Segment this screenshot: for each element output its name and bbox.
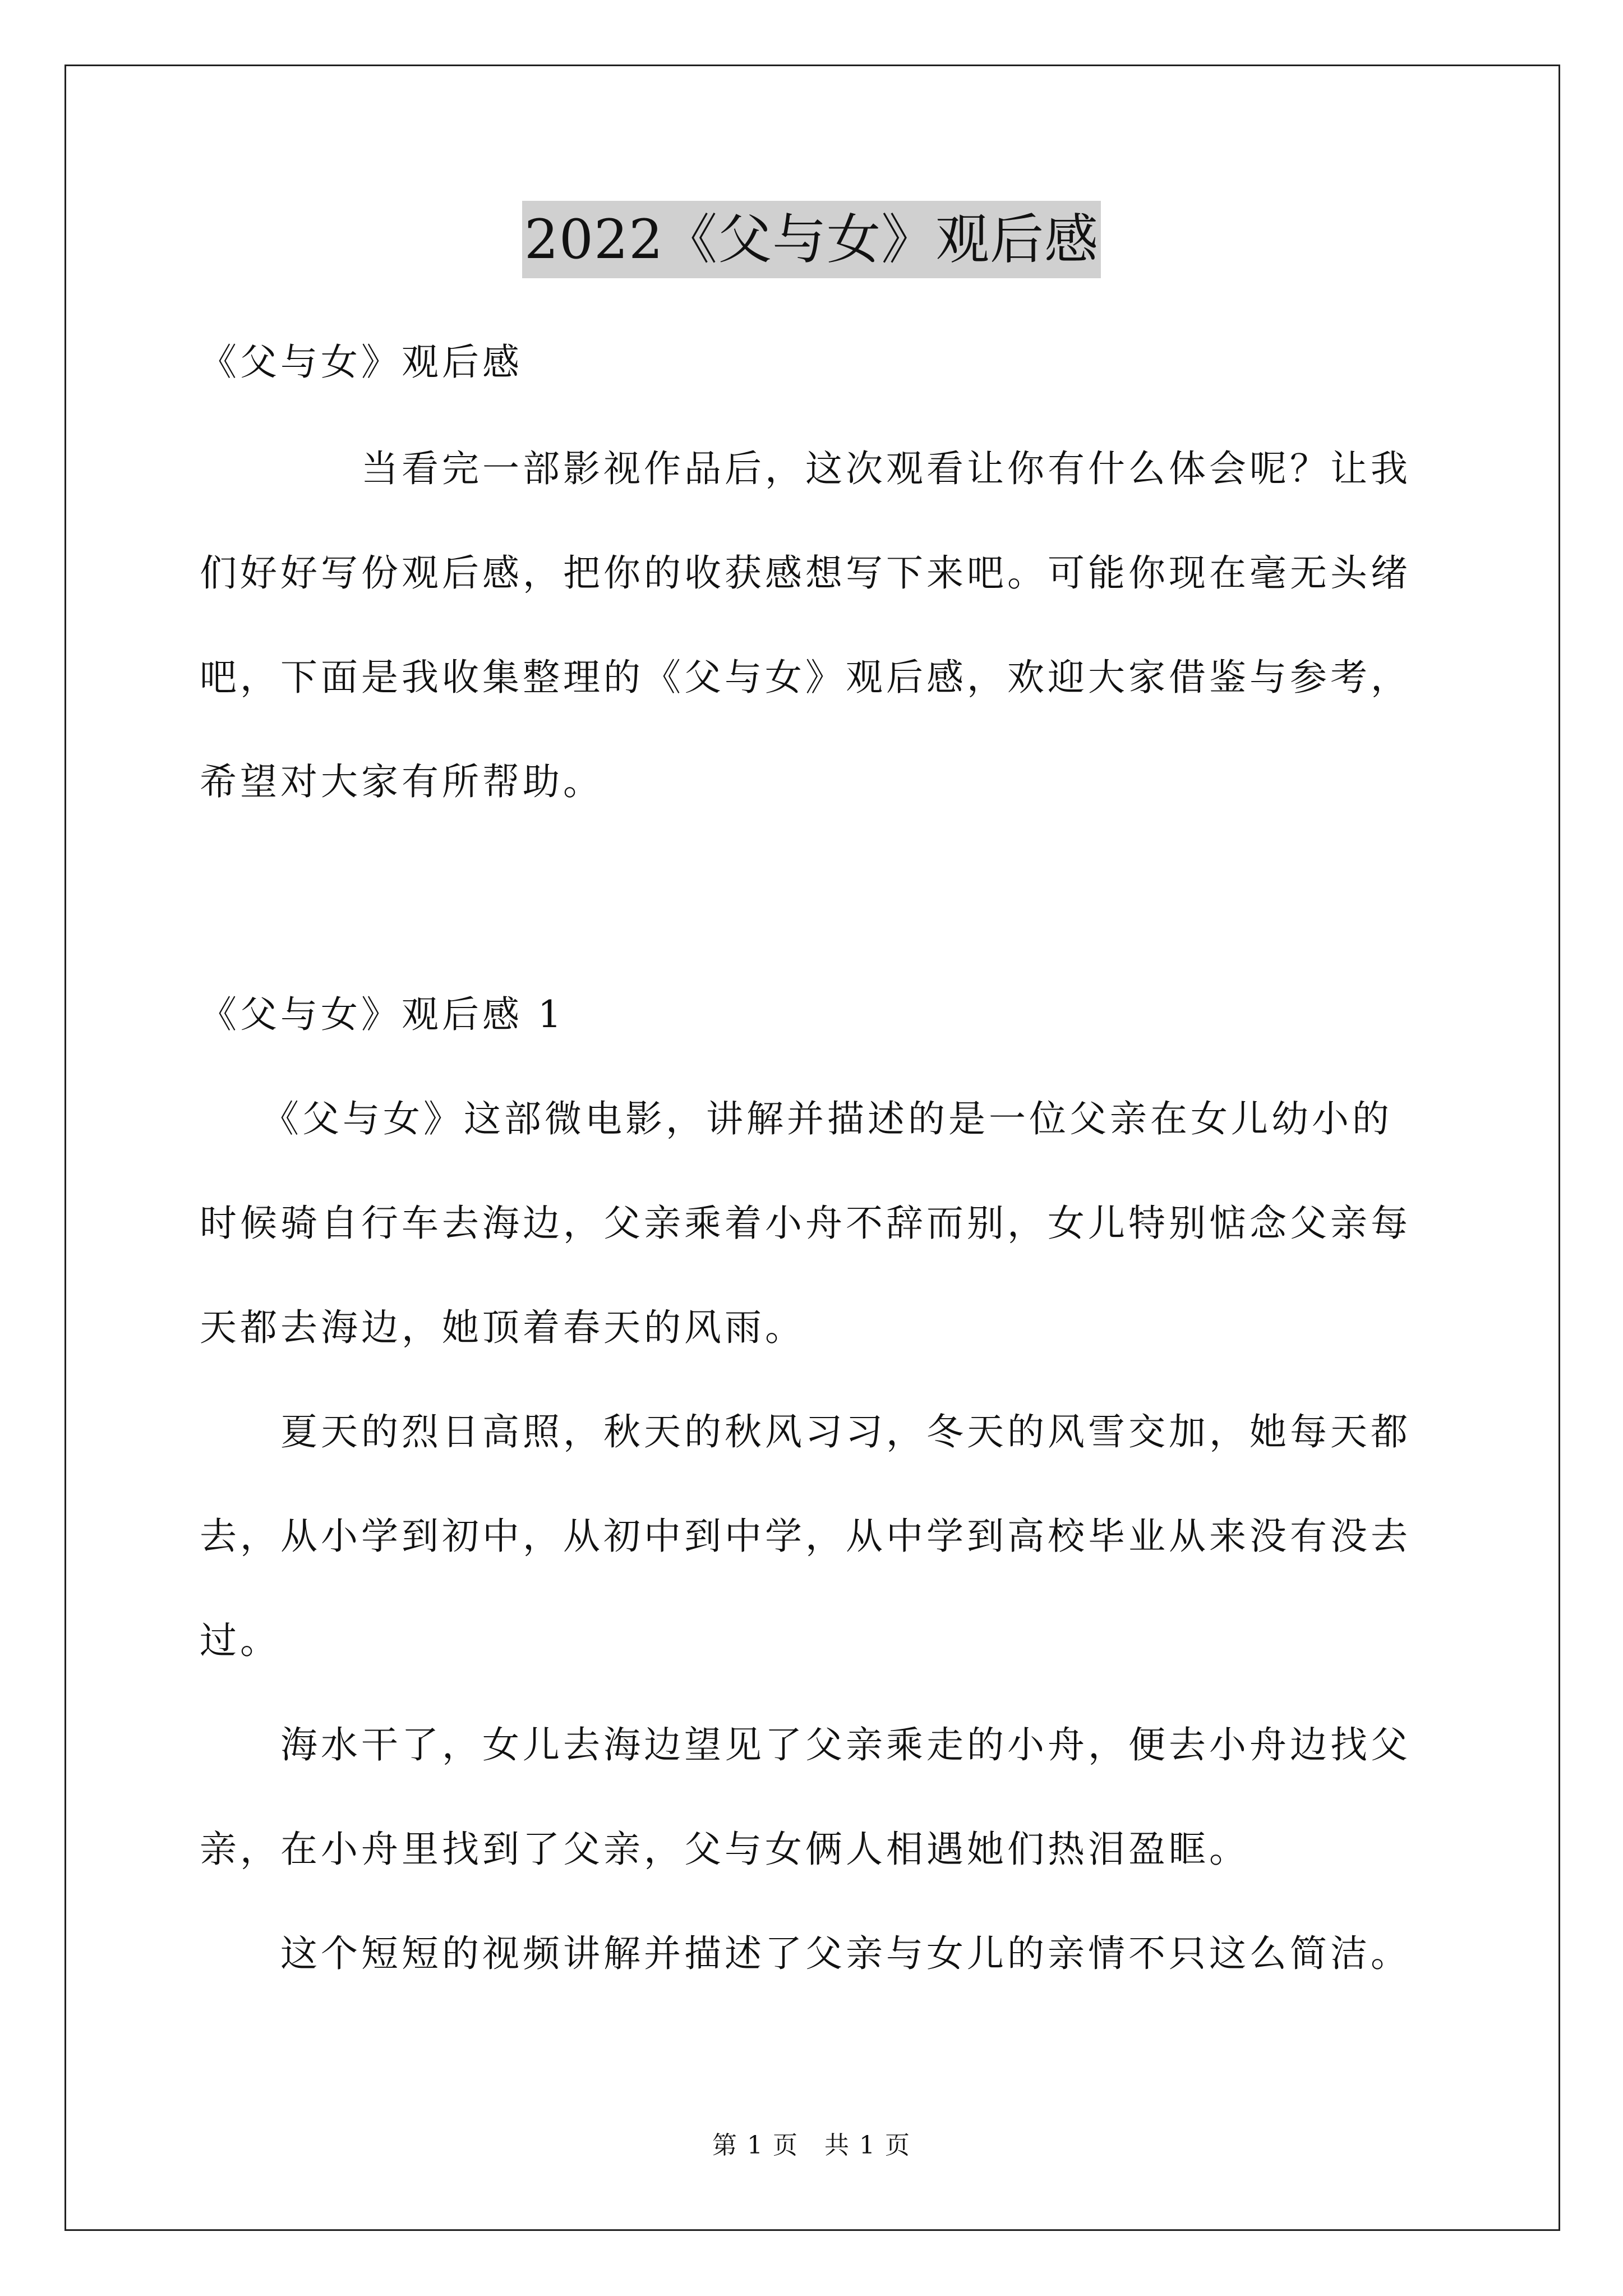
body-line: 这个短短的视频讲解并描述了父亲与女儿的亲情不只这么简洁。 xyxy=(200,1932,1411,1975)
intro-line: 希望对大家有所帮助。 xyxy=(200,760,603,803)
page-number: 第 1 页 共 1 页 xyxy=(712,2131,911,2160)
document-subtitle: 《父与女》观后感 xyxy=(200,341,523,384)
body-line: 夏天的烈日高照，秋天的秋风习习，冬天的风雪交加，她每天都 xyxy=(200,1410,1411,1453)
intro-paragraph xyxy=(200,417,1431,834)
body-line: 天都去海边，她顶着春天的风雨。 xyxy=(200,1306,805,1349)
intro-line: 们好好写份观后感，把你的收获感想写下来吧。可能你现在毫无头绪 xyxy=(200,551,1411,595)
body-line: 过。 xyxy=(200,1619,280,1662)
subtitle-block xyxy=(200,310,1431,415)
body-line: 海水干了，女儿去海边望见了父亲乘走的小舟，便去小舟边找父 xyxy=(200,1723,1411,1766)
body-line: 《父与女》这部微电影，讲解并描述的是一位父亲在女儿幼小的 xyxy=(200,1097,1393,1140)
section-heading: 《父与女》观后感 1 xyxy=(200,993,565,1036)
body-text xyxy=(200,1067,1431,2006)
title-container xyxy=(0,201,1623,278)
section-heading-block xyxy=(200,963,1431,1067)
intro-line: 吧，下面是我收集整理的《父与女》观后感，欢迎大家借鉴与参考， xyxy=(200,656,1411,699)
page-footer xyxy=(0,2129,1623,2162)
document-title: 2022《父与女》观后感 xyxy=(522,201,1101,278)
body-line: 时候骑自行车去海边，父亲乘着小舟不辞而别，女儿特别惦念父亲每 xyxy=(200,1202,1411,1245)
body-line: 去，从小学到初中，从初中到中学，从中学到高校毕业从来没有没去 xyxy=(200,1515,1411,1558)
body-line: 亲，在小舟里找到了父亲，父与女俩人相遇她们热泪盈眶。 xyxy=(200,1828,1249,1871)
intro-line: 当看完一部影视作品后，这次观看让你有什么体会呢？让我 xyxy=(200,447,1411,490)
